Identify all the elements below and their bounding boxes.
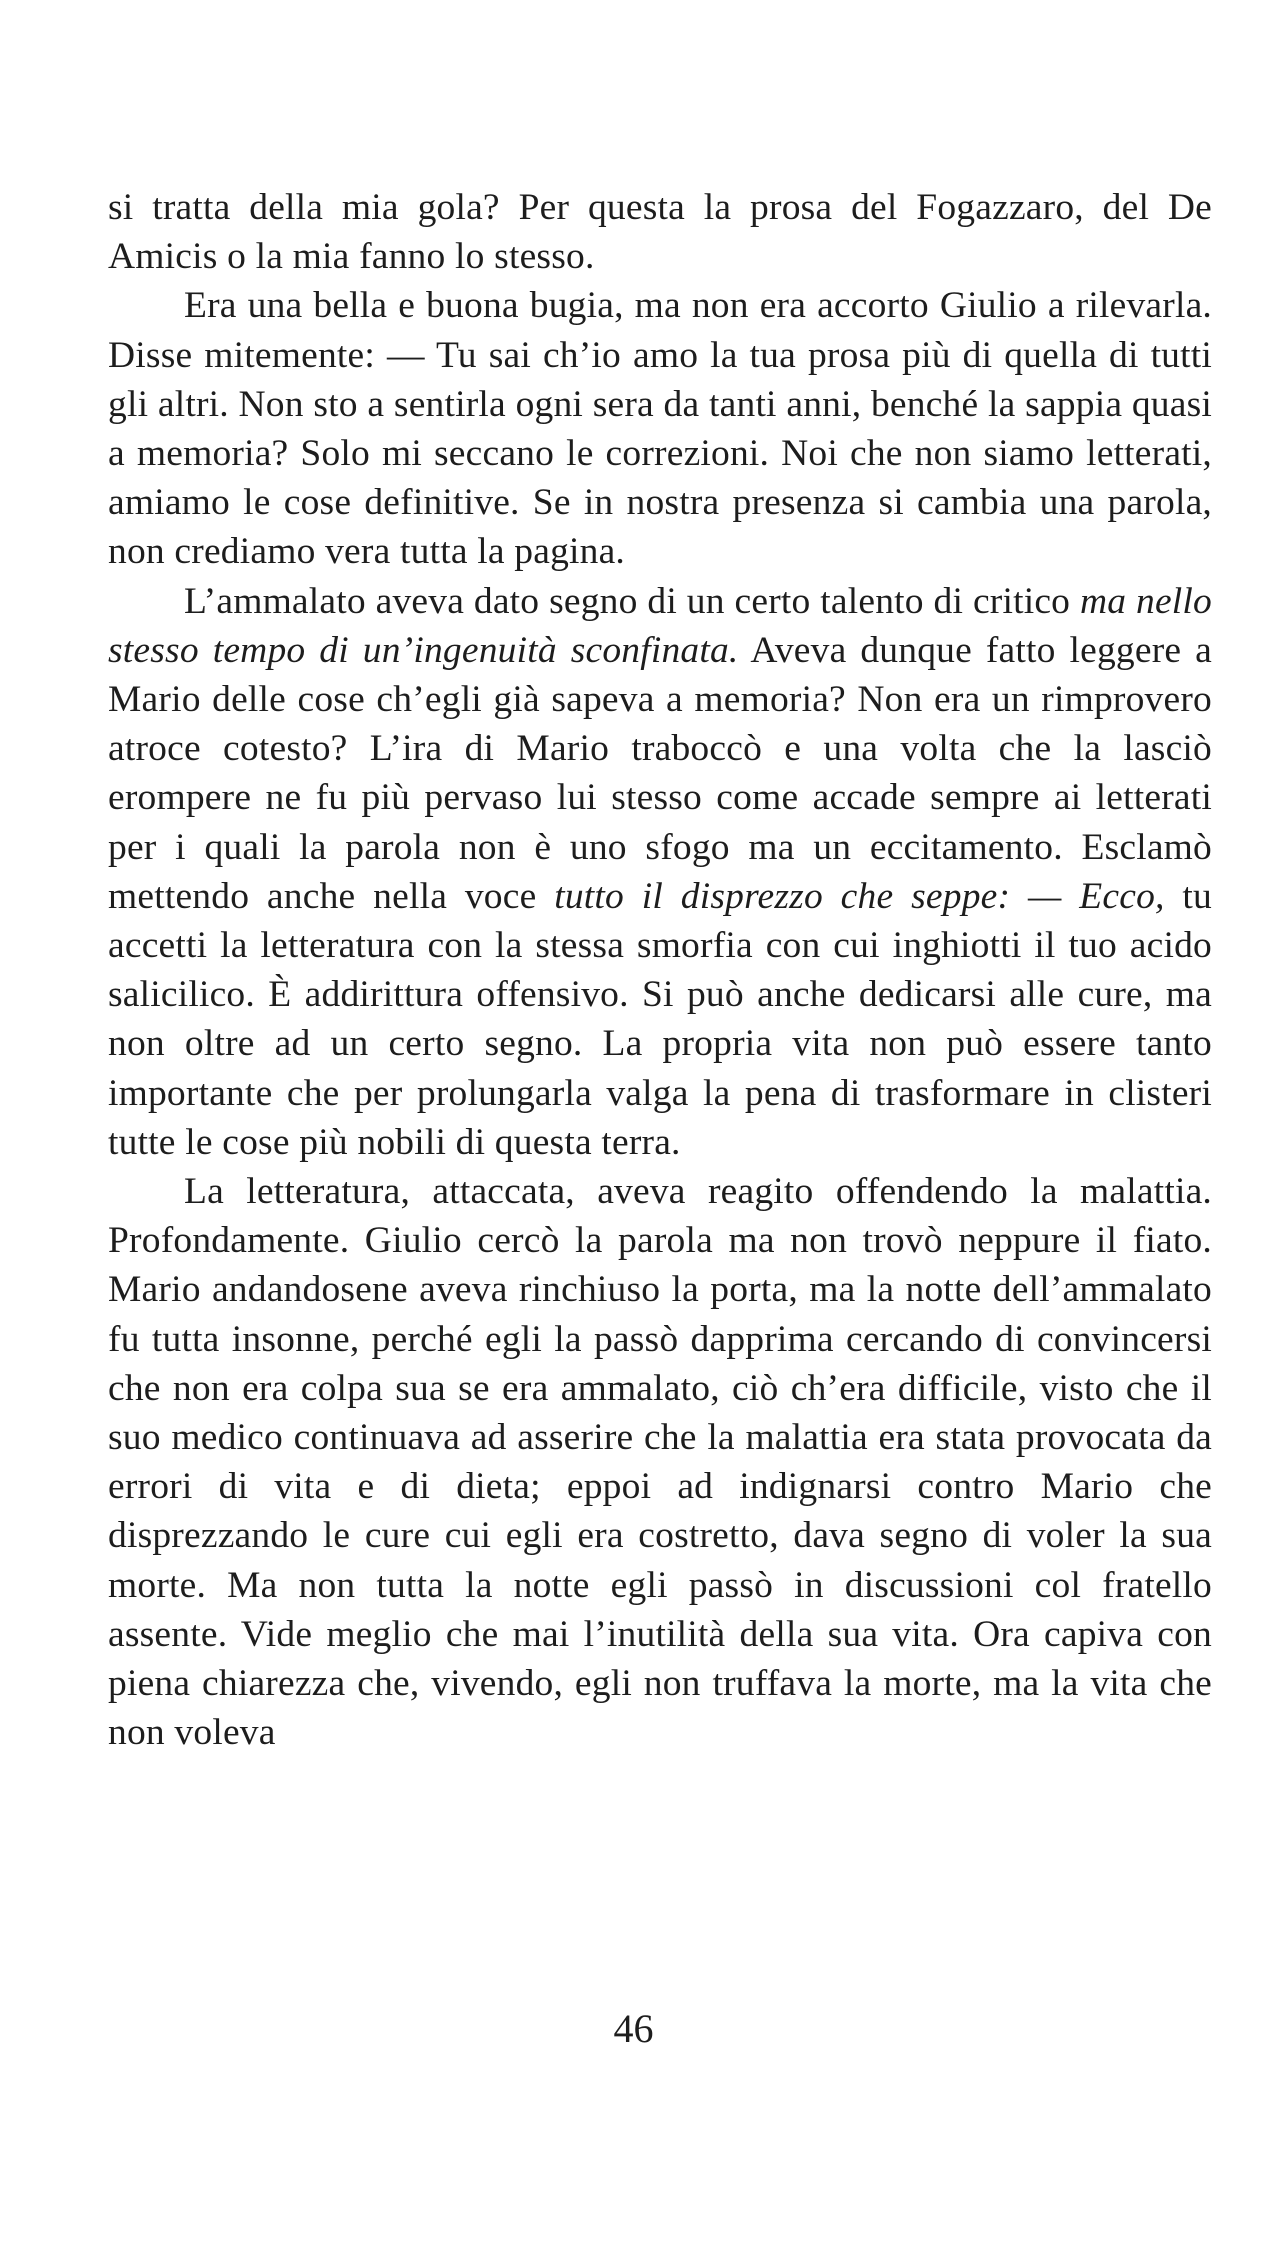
paragraph-3-italic-b: tutto il disprezzo che seppe: — Ecco, <box>554 875 1165 917</box>
paragraph-4 <box>108 1167 1212 1757</box>
paragraph-3-text-b: Aveva dunque fatto leggere a Mario delle cose ch’egli già sapeva a memoria? Non era un rimprovero atroce cotesto? L’ira di Mario traboccò e una volta che la lasciò erompere ne fu più pervaso lui stesso come accade sempre ai letterati per i quali la parola non è uno sfogo ma un eccitamento. Esclamò mettendo anche nella voce <box>108 629 1212 917</box>
paragraph-1-text: si tratta della mia gola? Per questa la prosa del Fogazzaro, del De Amicis o la mia fanno lo stesso. <box>108 187 1212 278</box>
paragraph-3-italic-a: ma nello stesso tempo di un’ingenuità sconfinata. <box>108 580 1212 671</box>
paragraph-1 <box>108 183 1212 281</box>
paragraph-3 <box>108 577 1212 1167</box>
page-number: 46 <box>613 2006 654 2051</box>
paragraph-2 <box>108 281 1212 576</box>
paragraph-3-text-c: tu accetti la letteratura con la stessa smorfia con cui inghiotti il tuo acido salicilico. È addirittura offensivo. Si può anche dedicarsi alle cure, ma non oltre ad un certo segno. La propria vita non può essere tanto importante che per prolungarla valga la pena di trasformare in clisteri tutte le cose più nobili di questa terra. <box>108 875 1212 1163</box>
page-body <box>108 183 1212 1758</box>
paragraph-4-text: La letteratura, attaccata, aveva reagito offendendo la malattia. Profondamente. Giulio cercò la parola ma non trovò neppure il fiato. Mario andandosene aveva rinchiuso la porta, ma la notte dell’ammalato fu tutta insonne, perché egli la passò dapprima cercando di convincersi che non era colpa sua se era ammalato, ciò ch’era difficile, visto che il suo medico continuava ad asserire che la malattia era stata provocata da errori di vita e di dieta; eppoi ad indignarsi contro Mario che disprezzando le cure cui egli era costretto, dava segno di voler la sua morte. Ma non tutta la notte egli passò in discussioni col fratello assente. Vide meglio che mai l’inutilità della sua vita. Ora capiva con piena chiarezza che, vivendo, egli non truffava la morte, ma la vita che non voleva <box>108 1171 1212 1754</box>
paragraph-2-text: Era una bella e buona bugia, ma non era accorto Giulio a rilevarla. Disse mitemente: — Tu sai ch’io amo la tua prosa più di quella di tutti gli altri. Non sto a sentirla ogni sera da tanti anni, benché la sappia quasi a memoria? Solo mi seccano le correzioni. Noi che non siamo letterati, amiamo le cose definitive. Se in nostra presenza si cambia una parola, non crediamo vera tutta la pagina. <box>108 285 1212 573</box>
paragraph-3-text-a: L’ammalato aveva dato segno di un certo talento di critico <box>184 580 1080 622</box>
